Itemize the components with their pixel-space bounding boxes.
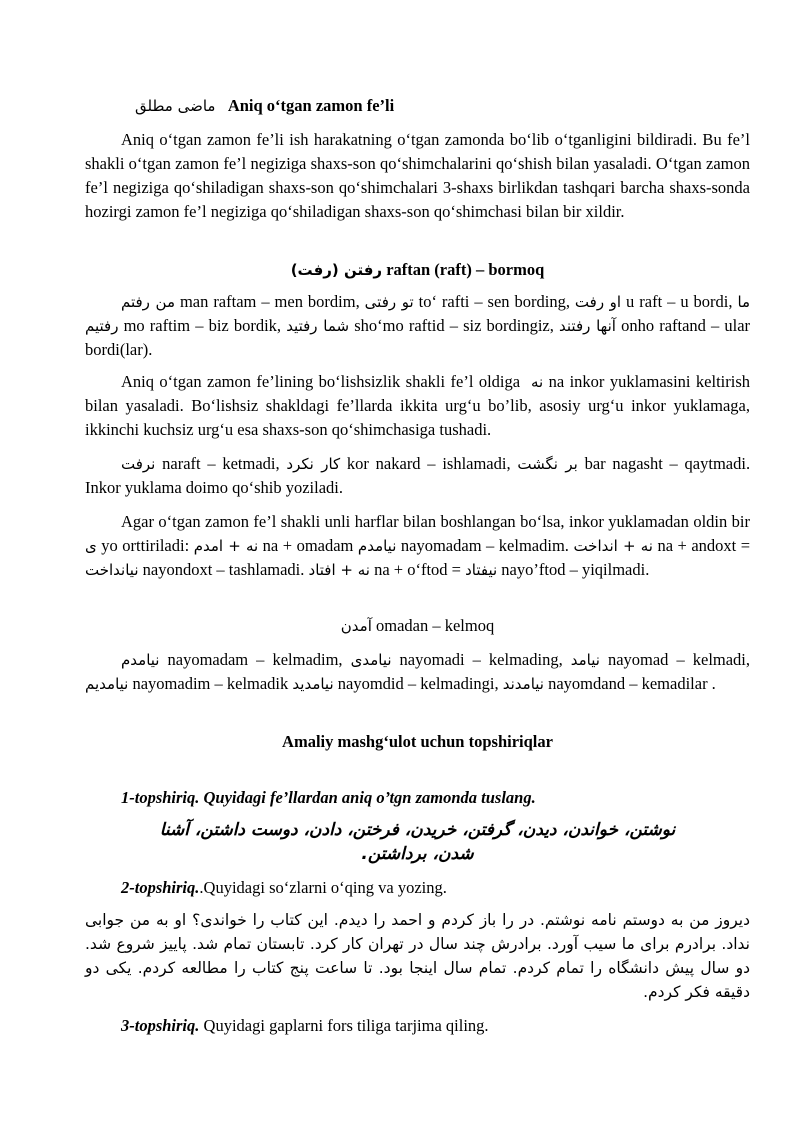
conj-farsi: آنها رفتند xyxy=(559,317,616,335)
example-uzbek: naraft – ketmadi, xyxy=(162,454,280,473)
section-heading xyxy=(135,94,800,118)
paragraph-definition: Aniq o‘tgan zamon fe’li ish harakatning o‘tgan zamonda bo‘lib o‘tganligini bildiradi. Bu fe’l shakli o‘tgan zamon fe’l negiziga shaxs-son qo‘shimchalarini qo‘shish bilan yasaladi. O‘tgan zamon fe’l negiziga qo‘shiladigan shaxs-son qo‘shimchalari 3-shaxs birlikdan tashqari barcha shaxs-sonda hozirgi zamon fe’l negiziga qo‘shiladigan shaxs-son qo‘shimchasi bilan bir xildir. xyxy=(85,130,750,221)
heading-uzbek: Aniq o‘tgan zamon fe’li xyxy=(227,96,395,115)
conjugation-omadan xyxy=(85,648,750,696)
conj-uzbek: nayomdand – kemadilar . xyxy=(548,674,716,693)
negation-text: Aniq o‘tgan zamon fe’lining bo‘lishsizlik shakli fe’l oldiga xyxy=(121,372,521,391)
conj-uzbek: nayomadam – kelmadim, xyxy=(167,650,343,669)
conj-farsi: نیامدند xyxy=(502,675,544,693)
conj-farsi: شما رفتید xyxy=(286,317,350,335)
conj-uzbek: nayomadim – kelmadik xyxy=(132,674,289,693)
example-farsi: نیفتاد xyxy=(465,561,498,579)
ye-letter: ی xyxy=(85,537,97,555)
vowel-rule-text: Agar o‘tgan zamon fe’l shakli unli harflar bilan boshlangan bo‘lsa, inkor yuklamadan oldin bir xyxy=(121,512,750,531)
conj-uzbek: to‘ rafti – sen bording, xyxy=(418,292,570,311)
conj-farsi: نیامدی xyxy=(350,651,392,669)
task-3-text: Quyidagi gaplarni fors tiliga tarjima qiling. xyxy=(203,1016,489,1035)
verb-heading-omadan xyxy=(85,614,750,638)
example-uzbek: nayomadam – kelmadim. xyxy=(400,536,569,555)
task-2-label: 2-topshiriq. xyxy=(121,878,200,897)
conj-farsi: تو رفتی xyxy=(364,293,414,311)
heading-farsi: ماضی مطلق xyxy=(135,97,216,115)
conj-uzbek: nayomdid – kelmadingi, xyxy=(337,674,499,693)
example-uzbek: na + o‘ftod = xyxy=(374,560,461,579)
task-2-text: .Quyidagi so‘zlarni o‘qing va yozing. xyxy=(199,878,447,897)
conj-uzbek: nayomad – kelmadi, xyxy=(607,650,751,669)
example-farsi: نرفت xyxy=(121,455,156,473)
example-farsi: نه + انداخت xyxy=(573,537,653,555)
paragraph-negation xyxy=(85,370,750,442)
example-farsi: کار نکرد xyxy=(286,455,341,473)
paragraph-vowel-rule xyxy=(85,510,750,582)
example-farsi: بر نگشت xyxy=(517,455,578,473)
negation-particle: نه xyxy=(530,373,544,391)
conj-farsi: او رفت xyxy=(574,293,622,311)
task-3 xyxy=(85,1014,750,1038)
task-1-verbs-line: نوشتن، خواندن، دیدن، گرفتن، خریدن، فرختن، دادن، دوست داشتن، آشنا xyxy=(159,820,676,840)
example-uzbek: kor nakard – ishlamadi, xyxy=(346,454,511,473)
example-farsi: نه + امدم xyxy=(193,537,259,555)
ye-label: yo orttiriladi: xyxy=(101,536,190,555)
negation-examples xyxy=(85,452,750,500)
conj-uzbek: sho‘mo raftid – siz bordingiz, xyxy=(354,316,554,335)
task-1: 1-topshiriq. Quyidagi fe’llardan aniq o’tgn zamonda tuslang. xyxy=(121,788,536,807)
verb-heading-raftan xyxy=(85,258,750,282)
example-uzbek: na + omadam xyxy=(262,536,354,555)
raftan-farsi: رفتن (رفت) xyxy=(290,261,383,279)
conj-uzbek: u raft – u bordi, xyxy=(626,292,733,311)
conj-uzbek: onho raftand – ular bordi(lar). xyxy=(85,316,751,359)
conj-farsi: نیامدید xyxy=(292,675,334,693)
conj-farsi: نیامد xyxy=(570,651,600,669)
omadan-farsi: آمدن xyxy=(340,617,372,635)
conj-farsi: ما رفتیم xyxy=(85,293,751,335)
example-uzbek: bar nagasht – qaytmadi. xyxy=(584,454,751,473)
practice-heading: Amaliy mashg‘ulot uchun topshiriqlar xyxy=(282,732,553,751)
conj-uzbek: mo raftim – biz bordik, xyxy=(123,316,282,335)
conj-farsi: من رفتم xyxy=(121,293,175,311)
conj-farsi: نیامدیم xyxy=(85,675,129,693)
negation-text-rest: na inkor yuklamasini keltirish bilan yasaladi. Bo‘lishsiz shakldagi fe’llarda ikkita urg‘u bo’lib, asosiy urg‘u inkor yuklamaga, ikkinchi kuchsiz urg‘u esa shaxs-son qo‘shimchasiga tushadi. xyxy=(85,372,751,439)
example-uzbek: nayo’ftod – yiqilmadi. xyxy=(501,560,650,579)
task-1-verbs-line: شدن، برداشتن. xyxy=(361,844,474,864)
negation-note: Inkor yuklama doimo qo‘shib yoziladi. xyxy=(85,478,343,497)
example-farsi: نیامدم xyxy=(357,537,397,555)
task-1-verbs xyxy=(85,818,750,866)
conj-uzbek: man raftam – men bordim, xyxy=(179,292,360,311)
example-farsi: نیانداخت xyxy=(85,561,139,579)
task-2-farsi-text: دیروز من به دوستم نامه نوشتم. در را باز کردم و احمد را دیدم. این کتاب را خواندی؟ او به من جوابی نداد. برادرم برای ما سیب آورد. برادرش چند سال در تهران کار کرد. تابستان تمام شد. پاییز شروع شد. دو سال پیش دانشگاه را تمام کردم. تمام سال اینجا بود. تا ساعت پنج کتاب را مطالعه کردم. یکی دو دقیقه فکر کردم. xyxy=(85,911,750,1001)
example-uzbek: nayondoxt – tashlamadi. xyxy=(142,560,305,579)
omadan-uzbek: omadan – kelmoq xyxy=(375,616,495,635)
task-2 xyxy=(85,876,750,900)
example-farsi: نه + افتاد xyxy=(308,561,370,579)
conj-uzbek: nayomadi – kelmading, xyxy=(399,650,563,669)
example-uzbek: na + andoxt = xyxy=(657,536,751,555)
raftan-uzbek: raftan (raft) – bormoq xyxy=(386,260,545,279)
task-3-label: 3-topshiriq. xyxy=(121,1016,200,1035)
conj-farsi: نیامدم xyxy=(121,651,160,669)
conjugation-raftan xyxy=(85,290,750,362)
